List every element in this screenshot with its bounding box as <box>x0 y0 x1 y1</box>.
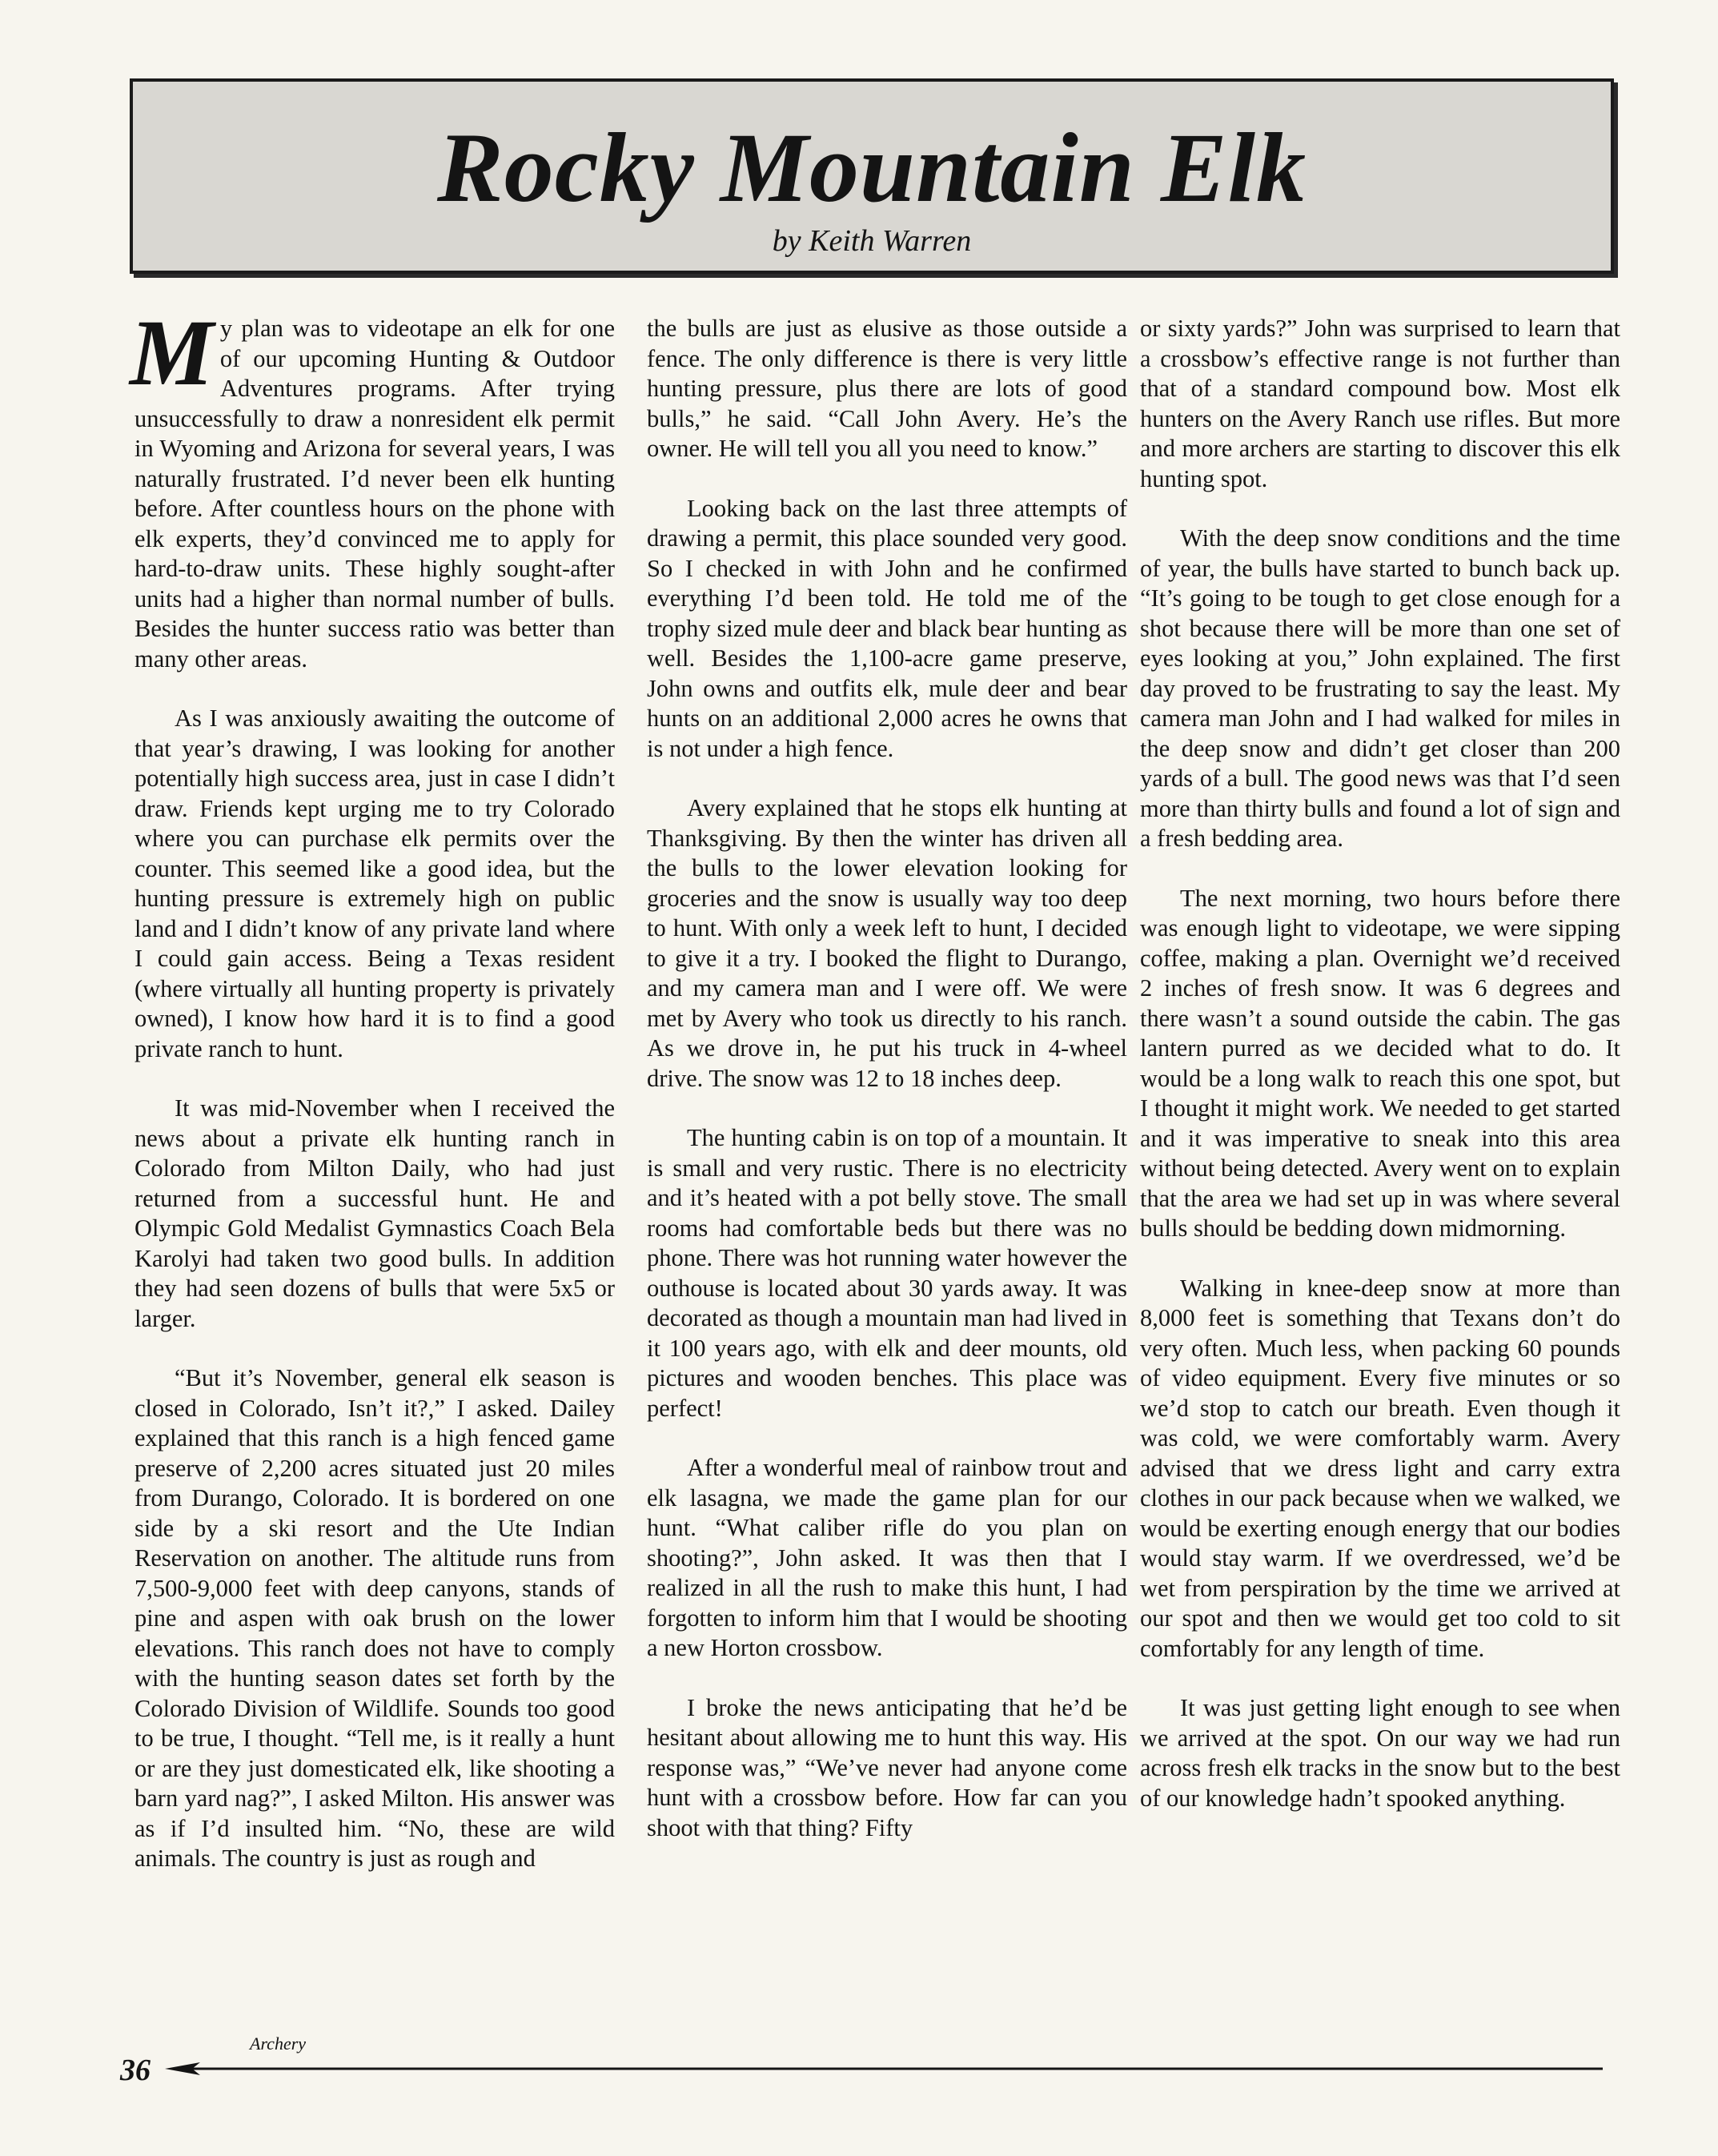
paragraph: It was just getting light enough to see when we arrived at the spot. On our way we had run across fresh elk tracks in the snow but to the best of our knowledge hadn’t spooked anything. <box>1140 1694 1620 1812</box>
page-number: 36 <box>120 2054 151 2087</box>
paragraph: the bulls are just as elusive as those outside a fence. The only difference is there is very little hunting pressure, plus there are lots of good bulls,” he said. “Call John Avery. He’s the owner. He will tell you all you need to know.” <box>647 315 1127 462</box>
section-label: Archery <box>250 2034 307 2054</box>
paragraph: Walking in knee-deep snow at more than 8,000 feet is something that Texans don’t do very often. Much less, when packing 60 pounds of video equipment. Every five minutes or so we’d stop to catch our breath. Even though it was cold, we were comfortably warm. Avery advised that we dress light and carry extra clothes in our pack because when we walked, we would be exerting enough energy that our bodies would stay warm. If we overdressed, we’d be wet from perspiration by the time we arrived at our spot and then we would get too cold to sit comfortably for any length of time. <box>1140 1274 1620 1662</box>
paragraph: I broke the news anticipating that he’d be hesitant about allowing me to hunt this way. His response was,” “We’ve never had anyone come hunt with a crossbow before. How far can you shoot with that thing? Fifty <box>647 1693 1127 1841</box>
paragraph: or sixty yards?” John was surprised to learn that a crossbow’s effective range is not further than that of a standard compound bow. Most elk hunters on the Avery Ranch use rifles. But more and more archers are starting to discover this elk hunting spot. <box>1140 315 1620 492</box>
paragraph: Avery explained that he stops elk hunting at Thanksgiving. By then the winter has driven all the bulls to the lower elevation looking for groceries and the snow is usually way too deep to hunt. With only a week left to hunt, I decided to give it a try. I booked the flight to Durango, and my camera man and I were off. We were met by Avery who took us directly to his ranch. As we drove in, he put his truck in 4-wheel drive. The snow was 12 to 18 inches deep. <box>647 794 1127 1092</box>
paragraph: After a wonderful meal of rainbow trout and elk lasagna, we made the game plan for our hunt. “What caliber rifle do you plan on shooting?”, John asked. It was then that I realized in all the rush to make this hunt, I had forgotten to inform him that I would be shooting a new Horton crossbow. <box>647 1454 1127 1661</box>
column-2 <box>647 314 1127 1873</box>
paragraph-text: y plan was to videotape an elk for one of our upcoming Hunting & Outdoor Adventures programs. After trying unsuccessfully to draw a nonresident elk permit in Wyoming and Arizona for several years, I was naturally frustrated. I’d never been elk hunting before. After countless hours on the phone with elk experts, they’d convinced me to apply for hard-to-draw units. These highly sought-after units had a higher than normal number of bulls. Besides the hunter success ratio was better than many other areas. <box>134 315 615 672</box>
paragraph: As I was anxiously awaiting the outcome of that year’s drawing, I was looking for another potentially high success area, just in case I didn’t draw. Friends kept urging me to try Colorado where you can purchase elk permits over the counter. This seemed like a good idea, but the hunting pressure is extremely high on public land and I didn’t know of any private land where I could gain access. Being a Texas resident (where virtually all hunting property is privately owned), I know how hard it is to find a good private ranch to hunt. <box>134 705 615 1062</box>
title-box <box>130 78 1614 274</box>
paragraph: With the deep snow conditions and the time of year, the bulls have started to bunch back up. “It’s going to be tough to get close enough for a shot because there will be more than one set of eyes looking at you,” John explained. The first day proved to be frustrating to say the least. My camera man John and I had walked for miles in the deep snow and didn’t get closer than 200 yards of a bull. The good news was that I’d seen more than thirty bulls and found a lot of sign and a fresh bedding area. <box>1140 524 1620 852</box>
paragraph: Looking back on the last three attempts of drawing a permit, this place sounded very good. So I checked in with John and he confirmed everything I’d been told. He told me of the trophy sized mule deer and black bear hunting as well. Besides the 1,100-acre game preserve, John owns and outfits elk, mule deer and bear hunts on an additional 2,000 acres he owns that is not under a high fence. <box>647 494 1127 762</box>
paragraph: The hunting cabin is on top of a mountain. It is small and very rustic. There is no electricity and it’s heated with a pot belly stove. The small rooms had comfortable beds but there was no phone. There was hot running water however the outhouse is located about 30 yards away. It was decorated as though a mountain man had lived in it 100 years ago, with elk and deer mounts, old pictures and wooden benches. This place was perfect! <box>647 1124 1127 1422</box>
paragraph: “But it’s November, general elk season is closed in Colorado, Isn’t it?,” I asked. Dailey explained that this ranch is a high fenced game preserve of 2,200 acres situated just 20 miles from Durango, Colorado. It is bordered on one side by a ski resort and the Ute Indian Reservation on another. The altitude runs from 7,500-9,000 feet with deep canyons, stands of pine and aspen with oak brush on the lower elevations. This ranch does not have to comply with the hunting season dates set forth by the Colorado Division of Wildlife. Sounds too good to be true, I thought. “Tell me, is it really a hunt or are they just domesticated elk, like shooting a barn yard nag?”, I asked Milton. His answer was as if I’d insulted him. “No, these are wild animals. The country is just as rough and <box>134 1364 615 1872</box>
column-1 <box>130 300 615 1904</box>
arrow-line-icon <box>165 2059 1606 2078</box>
article-title: Rocky Mountain Elk <box>437 113 1307 223</box>
drop-cap: M <box>130 300 214 405</box>
column-3 <box>1140 314 1620 1843</box>
paragraph: It was mid-November when I received the news about a private elk hunting ranch in Colorado from Milton Daily, who had just returned from a successful hunt. He and Olympic Gold Medalist Gymnastics Coach Bela Karolyi had taken two good bulls. In addition they had seen dozens of bulls that were 5x5 or larger. <box>134 1094 615 1332</box>
paragraph: The next morning, two hours before there was enough light to videotape, we were sipping coffee, making a plan. Overnight we’d received 2 inches of fresh snow. It was 6 degrees and there wasn’t a sound outside the cabin. The gas lantern purred as we decided what to do. It would be a long walk to reach this one spot, but I thought it might work. We needed to get started and it was imperative to sneak into this area without being detected. Avery went on to explain that the area we had set up in was where several bulls should be bedding down midmorning. <box>1140 884 1620 1242</box>
paragraph <box>130 300 615 674</box>
byline: by Keith Warren <box>772 224 972 258</box>
